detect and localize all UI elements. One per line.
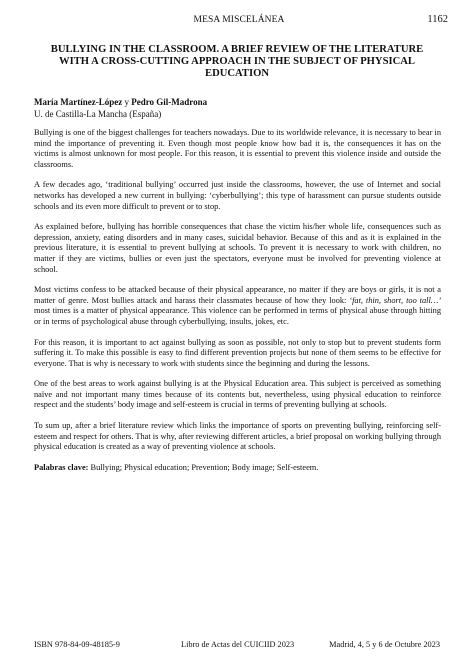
- abstract-paragraph-1: Bullying is one of the biggest challenges for teachers nowadays. Due to its worldwide relevance, it is necessary to bear in mind the importance of preventing it. Even though most people know how bad it is, the consequences it has on the victims is almost unknown for most people. For this reason, it is essential to prevent this violence inside and outside the classrooms.: [34, 128, 441, 169]
- author-1: María Martínez-López: [34, 97, 123, 107]
- isbn: ISBN 978-84-09-48185-9: [34, 640, 120, 649]
- abstract: [34, 128, 441, 483]
- author-block: [34, 96, 440, 120]
- page-number: 1162: [427, 14, 448, 25]
- abstract-paragraph-6: One of the best areas to work against bullying is at the Physical Education area. This subject is perceived as something naïve and not important many times because of its contents but, nevertheless, using physical education to reinforce respect and the students’ body image and self-esteem is crucial in terms of preventing bullying at schools.: [34, 379, 441, 410]
- abstract-paragraph-7: To sum up, after a brief literature review which links the importance of sports on preventing bullying, reinforcing self-esteem and respect for others. That is why, after reviewing different articles, a brief proposal on working bullying through physical education is created as a way of preventing violence at schools.: [34, 421, 441, 452]
- keywords: [34, 463, 441, 474]
- abstract-paragraph-4: [34, 285, 441, 327]
- page-footer: [34, 640, 440, 652]
- affiliation: U. de Castilla-La Mancha (España): [34, 109, 162, 119]
- keywords-list: Bullying; Physical education; Prevention; Body image; Self-esteem.: [88, 462, 319, 472]
- paragraph-4-text-b: most times is a matter of physical appearance. This violence can be performed in terms of physical abuse through hitting or in terms of psychological abuse through cyberbullying, insults, jokes, etc.: [34, 306, 441, 326]
- paper-title: BULLYING IN THE CLASSROOM. A BRIEF REVIEW OF THE LITERATURE WITH A CROSS-CUTTING APPROACH IN THE SUBJECT OF PHYSICAL EDUCATION: [50, 44, 424, 80]
- author-conjunction: y: [124, 97, 129, 107]
- author-names: [34, 96, 440, 108]
- place-date: Madrid, 4, 5 y 6 de Octubre 2023: [329, 640, 440, 649]
- paragraph-4-text-a: Most victims confess to be attacked because of their physical appearance, no matter if they are boys or girls, it is not a matter of genre. Most bullies attack and harass their classmates because of how they look:: [34, 285, 441, 305]
- section-title: MESA MISCELÁNEA: [193, 15, 285, 25]
- paragraph-4-italic: ‘fat, thin, short, too tall…’: [349, 295, 441, 305]
- book-title: Libro de Actas del CUICIID 2023: [181, 640, 295, 649]
- abstract-paragraph-3: As explained before, bullying has horrible consequences that chase the victim his/her whole life, consequences such as depression, anxiety, eating disorders and in many cases, suicidal behavior. Because of this and as it is explained in the previous literature, it is essential to prevent bullying at schools. To prevent it is necessary to work with children, no matter if they are victims, bullies or even just the spectators, everyone must be involved for preventing violence at school.: [34, 222, 441, 274]
- abstract-paragraph-2: A few decades ago, ‘traditional bullying’ occurred just inside the classrooms, however, the use of Internet and social networks has developed a new current in bullying: ‘cyberbullying’; this type of harassment can pursue students outside schools and its even more difficult to prevent or to stop.: [34, 180, 441, 211]
- keywords-label: Palabras clave:: [34, 462, 89, 472]
- abstract-paragraph-5: For this reason, it is important to act against bullying as soon as possible, not only to stop but to prevent students form suffering it. To make this possible is easy to find different prevention projects but none of them seems to be effective for everyone. That is why is necessary to work with students since the beginning and during the lessons.: [34, 337, 441, 368]
- author-2: Pedro Gil-Madrona: [131, 97, 208, 107]
- page-header: [30, 14, 448, 28]
